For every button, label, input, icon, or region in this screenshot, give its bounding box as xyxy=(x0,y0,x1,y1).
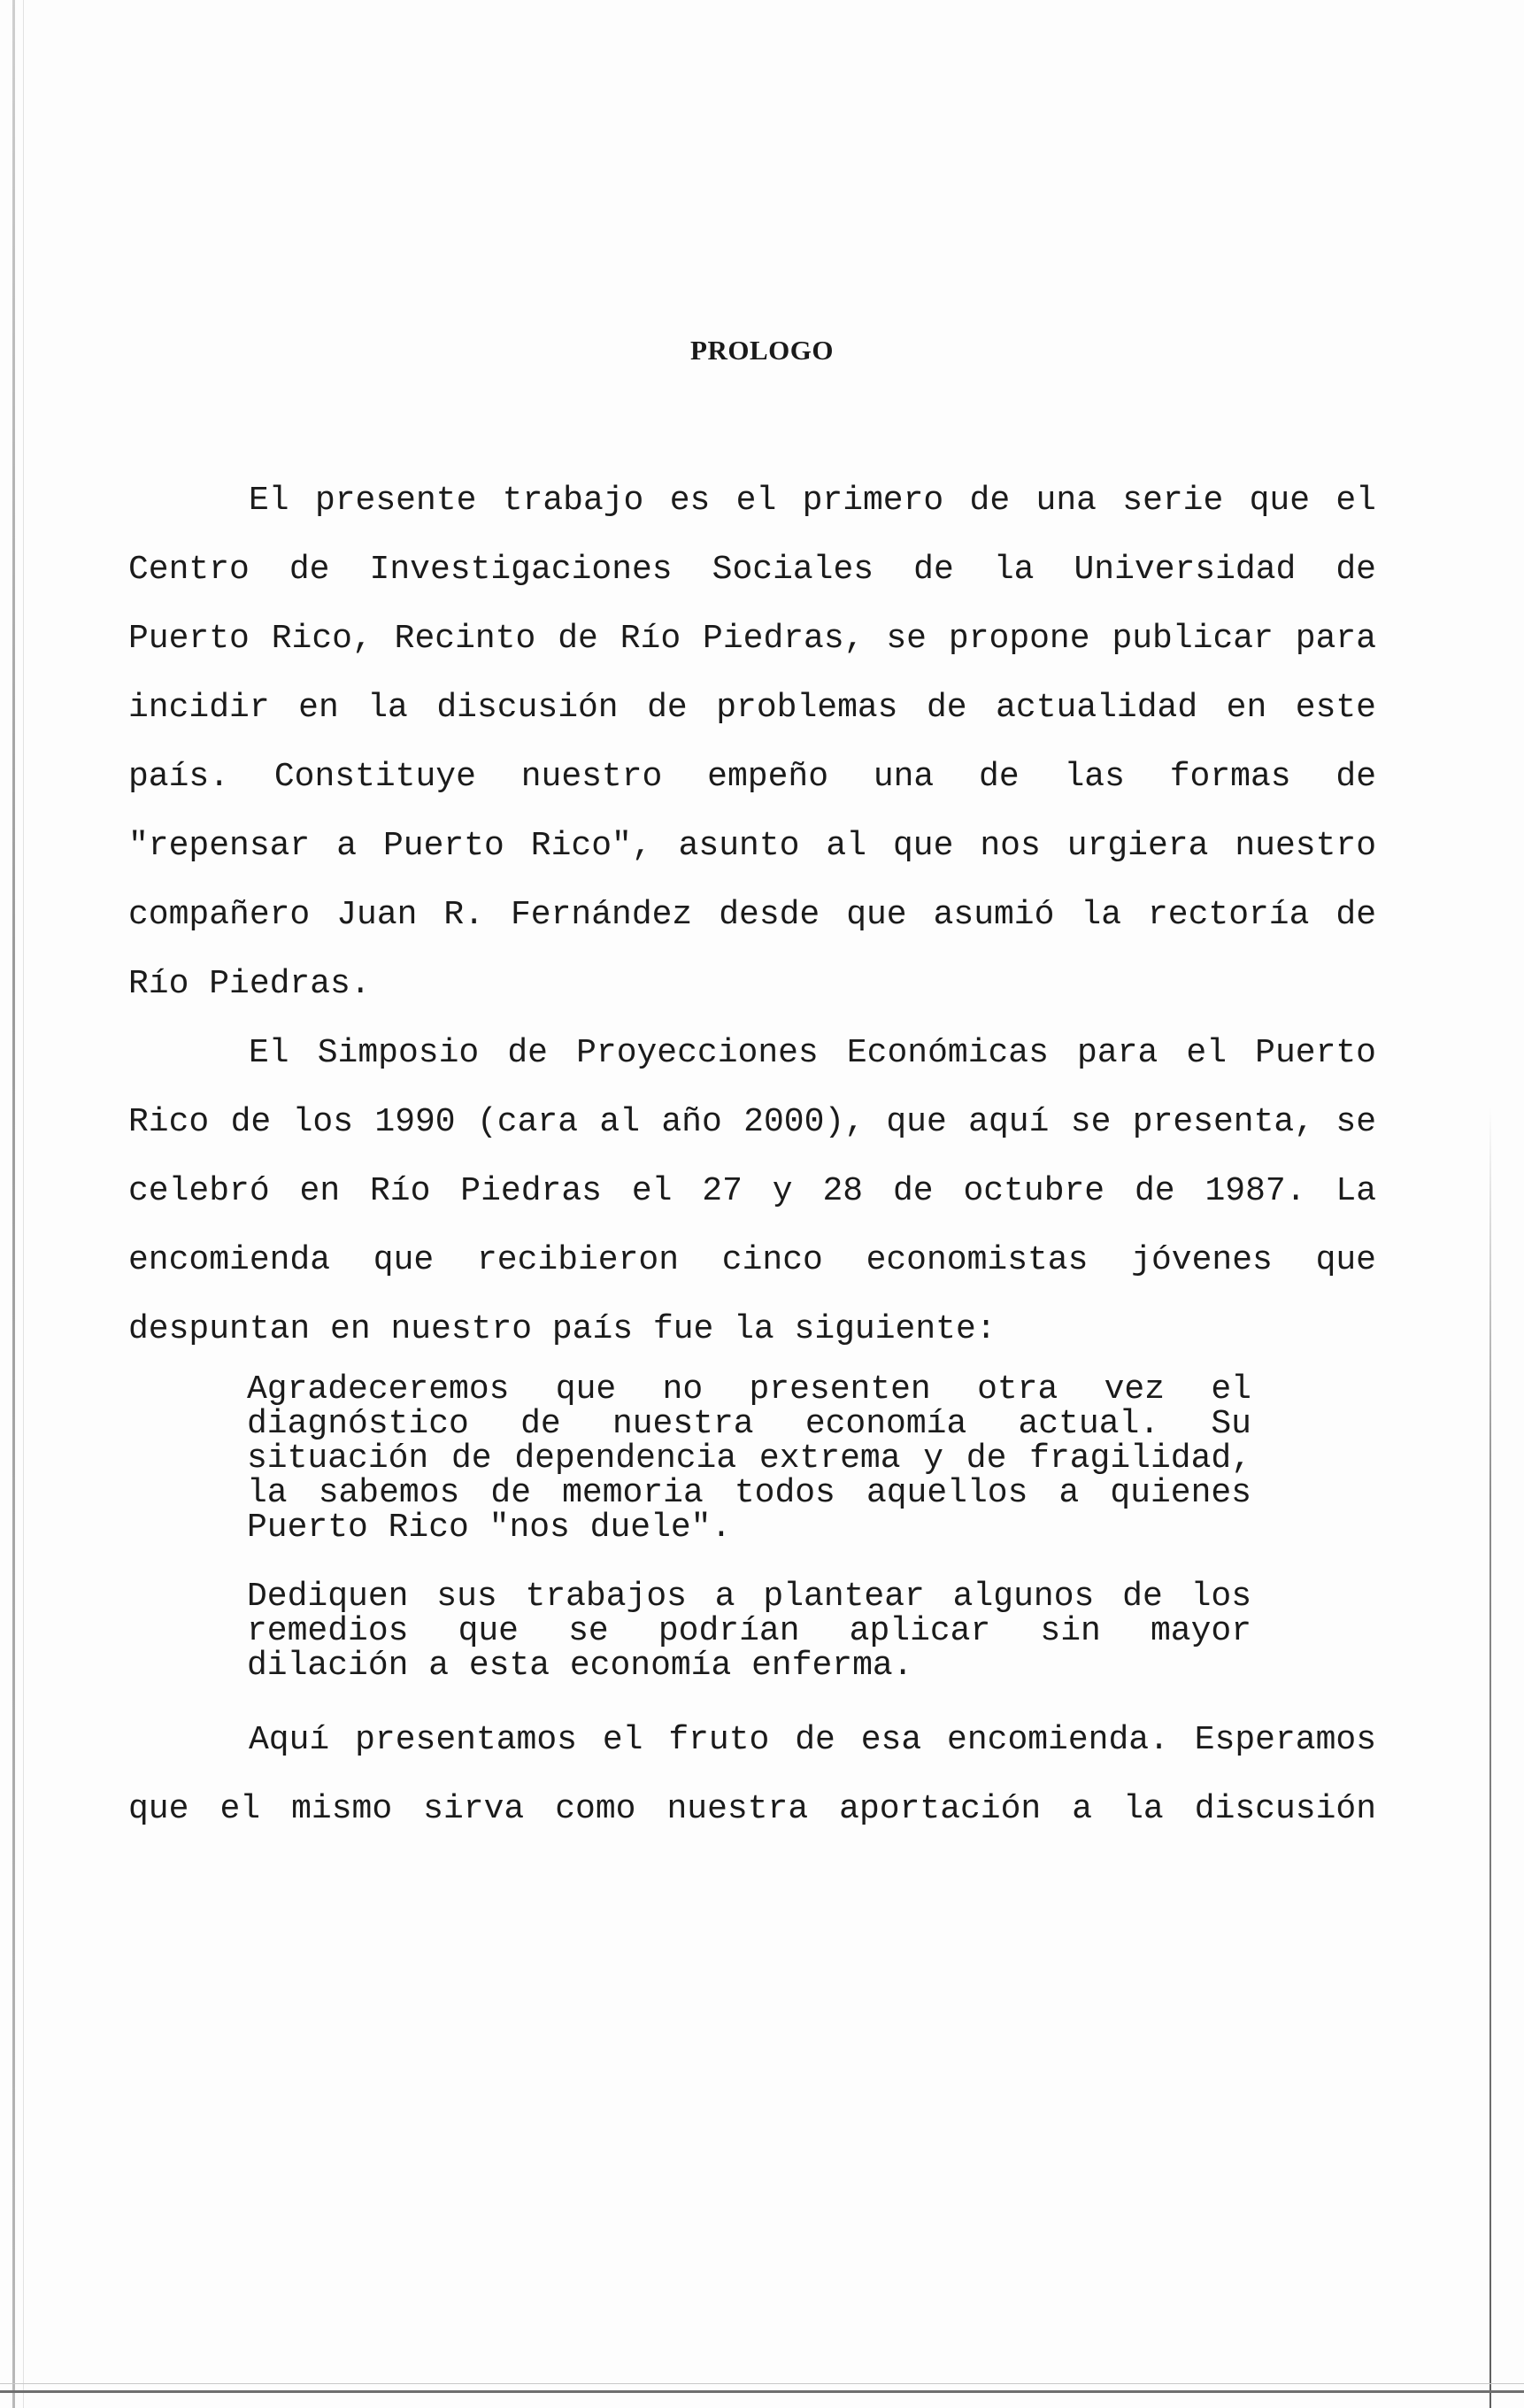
quote-paragraph-2: Dediquen sus trabajos a plantear algunos de los remedios que se podrían aplicar sin mayor dilación a esta economía enferma. xyxy=(247,1578,1251,1685)
paragraph-1: El presente trabajo es el primero de una serie que el Centro de Investigaciones Sociales de la Universidad de Puerto Rico, Recinto de Río Piedras, se propone publicar para incidir en la discusión de problemas de actualidad en este país. Constituye nuestro empeño una de las formas de "repensar a Puerto Rico", asunto al que nos urgiera nuestro compañero Juan R. Fernández desde que asumió la rectoría de Río Piedras. xyxy=(128,482,1376,1003)
scan-edge-bottom-inner xyxy=(0,2383,1524,2384)
block-quote xyxy=(247,1372,1251,1717)
closing-text xyxy=(128,1706,1376,1844)
closing-paragraph: Aquí presentamos el fruto de esa encomienda. Esperamos que el mismo sirva como nuestra aportación a la discusión xyxy=(128,1721,1376,1828)
paragraph-2: El Simposio de Proyecciones Económicas para el Puerto Rico de los 1990 (cara al año 2000), que aquí se presenta, se celebró en Río Piedras el 27 y 28 de octubre de 1987. La encomienda que recibieron cinco economistas jóvenes que despuntan en nuestro país fue la siguiente: xyxy=(128,1034,1376,1348)
quote-paragraph-1: Agradeceremos que no presenten otra vez el diagnóstico de nuestra economía actual. Su situación de dependencia extrema y de fragilidad, la sabemos de memoria todos aquellos a quienes Puerto Rico "nos duele". xyxy=(247,1370,1251,1547)
body-text xyxy=(128,467,1376,1364)
scan-edge-right xyxy=(1489,1107,1491,2408)
page-title: PROLOGO xyxy=(690,335,834,366)
scan-edge-bottom xyxy=(0,2390,1524,2393)
